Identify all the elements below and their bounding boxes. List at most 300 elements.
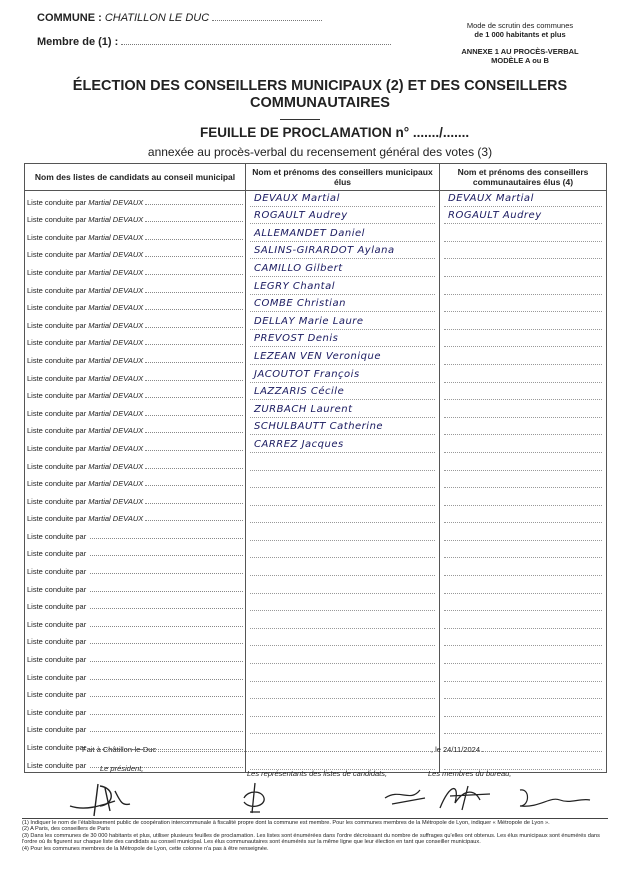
elu-municipal: ALLEMANDET Daniel	[254, 227, 365, 239]
liste-cell	[25, 385, 246, 403]
liste-conduite	[25, 479, 245, 490]
table-row	[25, 261, 607, 279]
row-dotline	[250, 486, 435, 488]
row-dotline	[444, 310, 602, 312]
municipal-cell	[246, 191, 440, 209]
liste-label: Liste conduite par	[27, 267, 87, 277]
row-dotline	[250, 732, 435, 734]
communautaire-cell	[440, 332, 607, 350]
table-row	[25, 648, 607, 666]
liste-conduite	[25, 321, 245, 332]
municipal-cell	[246, 226, 440, 244]
liste-cell	[25, 578, 246, 596]
municipal-cell	[246, 666, 440, 684]
liste-dotfill	[90, 660, 243, 662]
row-dotline	[250, 504, 435, 506]
fait-line	[82, 745, 532, 754]
elu-municipal: SCHULBAUTT Catherine	[254, 421, 384, 433]
liste-dotfill	[145, 343, 243, 345]
communautaire-cell	[440, 666, 607, 684]
liste-conduite	[25, 286, 245, 297]
table-row	[25, 279, 607, 297]
row-dotline	[444, 451, 602, 453]
elu-municipal: DEVAUX Martial	[254, 192, 340, 204]
municipal-cell	[246, 244, 440, 262]
liste-conduite	[25, 444, 245, 455]
liste-conduite	[25, 462, 245, 473]
communautaire-cell	[440, 596, 607, 614]
row-dotline	[444, 627, 602, 629]
row-dotline	[250, 310, 435, 312]
municipal-cell	[246, 385, 440, 403]
communautaire-cell	[440, 701, 607, 719]
row-dotline	[250, 345, 435, 347]
header-listes: Nom des listes de candidats au conseil municipal	[25, 164, 246, 191]
communautaire-cell	[440, 314, 607, 332]
liste-label: Liste conduite par	[27, 655, 87, 665]
liste-conduite	[25, 215, 245, 226]
tete-de-liste: Martial DEVAUX	[88, 443, 144, 453]
liste-dotfill	[90, 625, 243, 627]
row-dotline	[250, 592, 435, 594]
row-dotline	[444, 469, 602, 471]
elu-municipal: LEGRY Chantal	[254, 280, 335, 292]
habitants-note: de 1 000 habitants et plus	[474, 30, 566, 39]
table-row	[25, 314, 607, 332]
communautaire-cell	[440, 297, 607, 315]
communautaire-cell	[440, 385, 607, 403]
row-dotline	[444, 363, 602, 365]
liste-cell	[25, 349, 246, 367]
liste-conduite	[25, 374, 245, 385]
liste-cell	[25, 244, 246, 262]
row-dotline	[444, 732, 602, 734]
table-row	[25, 455, 607, 473]
communautaire-cell	[440, 543, 607, 561]
municipal-cell	[246, 648, 440, 666]
municipal-cell	[246, 209, 440, 227]
row-dotline	[250, 574, 435, 576]
communautaire-cell	[440, 648, 607, 666]
row-dotline	[444, 398, 602, 400]
row-dotline	[444, 556, 602, 558]
table-row	[25, 191, 607, 209]
row-dotline	[250, 627, 435, 629]
table-row	[25, 613, 607, 631]
liste-label: Liste conduite par	[27, 514, 87, 524]
liste-conduite	[25, 268, 245, 279]
liste-dotfill	[145, 502, 243, 504]
liste-dotfill	[145, 291, 243, 293]
membre-label: Membre de (1) :	[37, 36, 119, 48]
president-signature	[60, 776, 150, 821]
date-value: , le 24/11/2024	[430, 745, 480, 754]
table-row	[25, 332, 607, 350]
row-dotline	[250, 222, 435, 224]
liste-conduite	[25, 514, 245, 525]
municipal-cell	[246, 613, 440, 631]
membres-signatures	[380, 778, 610, 818]
row-dotline	[444, 609, 602, 611]
commune-dotfill	[212, 20, 322, 21]
scrutin-note: Mode de scrutin des communes	[466, 21, 574, 30]
footnote-4: (4) Pour les communes membres de la Métropole de Lyon, cette colonne n'a pas à être renseignée.	[22, 845, 269, 852]
table-row	[25, 297, 607, 315]
row-dotline	[444, 504, 602, 506]
communautaire-cell	[440, 508, 607, 526]
communautaire-cell	[440, 261, 607, 279]
liste-label: Liste conduite par	[27, 672, 87, 682]
row-dotline	[250, 644, 435, 646]
liste-conduite	[25, 409, 245, 420]
title-line-2: COMMUNAUTAIRES	[250, 95, 390, 111]
municipal-cell	[246, 332, 440, 350]
communautaire-cell	[440, 244, 607, 262]
liste-conduite	[25, 250, 245, 261]
liste-cell	[25, 508, 246, 526]
liste-cell	[25, 455, 246, 473]
municipal-cell	[246, 543, 440, 561]
liste-dotfill	[145, 484, 243, 486]
communautaire-cell	[440, 349, 607, 367]
liste-cell	[25, 596, 246, 614]
tete-de-liste: Martial DEVAUX	[88, 303, 144, 313]
municipal-cell	[246, 297, 440, 315]
municipal-cell	[246, 596, 440, 614]
tete-de-liste: Martial DEVAUX	[88, 338, 144, 348]
table-row	[25, 385, 607, 403]
elu-municipal: DELLAY Marie Laure	[254, 315, 364, 327]
communautaire-cell	[440, 490, 607, 508]
tete-de-liste: Martial DEVAUX	[88, 373, 144, 383]
liste-conduite	[25, 198, 245, 209]
liste-cell	[25, 297, 246, 315]
elu-municipal: CAMILLO Gilbert	[254, 262, 343, 274]
liste-cell	[25, 490, 246, 508]
tete-de-liste: Martial DEVAUX	[88, 426, 144, 436]
row-dotline	[250, 275, 435, 277]
row-dotline	[444, 345, 602, 347]
row-dotline	[444, 574, 602, 576]
elu-municipal: ROGAULT Audrey	[254, 210, 348, 222]
municipal-cell	[246, 508, 440, 526]
communautaire-cell	[440, 191, 607, 209]
communautaire-cell	[440, 367, 607, 385]
table-row	[25, 701, 607, 719]
row-dotline	[444, 275, 602, 277]
liste-dotfill	[90, 695, 243, 697]
liste-cell	[25, 473, 246, 491]
right-note	[440, 21, 600, 65]
liste-cell	[25, 648, 246, 666]
liste-label: Liste conduite par	[27, 391, 87, 401]
table-row	[25, 226, 607, 244]
municipal-cell	[246, 437, 440, 455]
liste-label: Liste conduite par	[27, 690, 87, 700]
communautaire-cell	[440, 226, 607, 244]
municipal-cell	[246, 402, 440, 420]
communautaire-cell	[440, 437, 607, 455]
liste-label: Liste conduite par	[27, 725, 87, 735]
feuille-title: FEUILLE DE PROCLAMATION n° ......./.......	[200, 125, 470, 140]
liste-label: Liste conduite par	[27, 584, 87, 594]
communautaire-cell	[440, 209, 607, 227]
municipal-cell	[246, 490, 440, 508]
tete-de-liste: Martial DEVAUX	[88, 197, 144, 207]
liste-cell	[25, 666, 246, 684]
row-dotline	[250, 680, 435, 682]
table-row	[25, 349, 607, 367]
liste-cell	[25, 525, 246, 543]
annexe-note: ANNEXE 1 AU PROCÈS-VERBAL	[461, 47, 579, 56]
communautaire-cell	[440, 402, 607, 420]
commune-value: CHATILLON LE DUC	[104, 12, 210, 24]
membre-line	[37, 36, 391, 48]
table-row	[25, 209, 607, 227]
liste-cell	[25, 437, 246, 455]
liste-label: Liste conduite par	[27, 619, 87, 629]
liste-label: Liste conduite par	[27, 760, 87, 770]
row-dotline	[444, 486, 602, 488]
liste-cell	[25, 543, 246, 561]
liste-cell	[25, 402, 246, 420]
liste-label: Liste conduite par	[27, 197, 87, 207]
table-row	[25, 666, 607, 684]
row-dotline	[250, 205, 435, 207]
liste-dotfill	[90, 678, 243, 680]
liste-cell	[25, 279, 246, 297]
liste-dotfill	[145, 255, 243, 257]
table-row	[25, 508, 607, 526]
title-line-1: ÉLECTION DES CONSEILLERS MUNICIPAUX (2) ET DES CONSEILLERS	[72, 78, 568, 94]
communautaire-cell	[440, 719, 607, 737]
tete-de-liste: Martial DEVAUX	[88, 232, 144, 242]
municipal-cell	[246, 631, 440, 649]
table-row	[25, 402, 607, 420]
proclamation-table	[24, 163, 607, 773]
row-dotline	[250, 662, 435, 664]
membres-label: Les membres du bureau,	[428, 769, 512, 778]
liste-conduite	[25, 602, 245, 613]
liste-conduite	[25, 585, 245, 596]
footnote-3: (3) Dans les communes de 30 000 habitants et plus, utiliser plusieurs feuilles de proclamation. Les listes sont énumérées dans l'ordre décroissant du nombre de suffrages qu'elles ont obtenus. Les élus municipaux sont énumérés dans l'ordre où ils figurent sur chaque liste des candidats au conseil municipal. Les élus communautaires sont énumérés sur la même ligne que leur élection en tant que conseiller municipaux.	[22, 832, 600, 846]
row-dotline	[250, 609, 435, 611]
tete-de-liste: Martial DEVAUX	[88, 479, 144, 489]
table-row	[25, 367, 607, 385]
row-dotline	[444, 715, 602, 717]
municipal-cell	[246, 684, 440, 702]
elu-municipal: ZURBACH Laurent	[254, 403, 353, 415]
row-dotline	[250, 451, 435, 453]
liste-label: Liste conduite par	[27, 743, 87, 752]
municipal-cell	[246, 525, 440, 543]
liste-label: Liste conduite par	[27, 215, 87, 225]
communautaire-cell	[440, 631, 607, 649]
liste-dotfill	[90, 607, 243, 609]
row-dotline	[444, 662, 602, 664]
liste-dotfill	[145, 220, 243, 222]
liste-conduite	[25, 497, 245, 508]
row-dotline	[250, 715, 435, 717]
liste-cell	[25, 613, 246, 631]
row-dotline	[250, 697, 435, 699]
representants-label: Les représentants des listes de candidats,	[247, 769, 388, 778]
table-row	[25, 525, 607, 543]
liste-cell	[25, 332, 246, 350]
liste-conduite	[25, 303, 245, 314]
commune-line	[37, 12, 322, 24]
tete-de-liste: Martial DEVAUX	[88, 461, 144, 471]
row-dotline	[444, 222, 602, 224]
elu-communautaire: DEVAUX Martial	[448, 192, 534, 204]
liste-dotfill	[90, 572, 243, 574]
modele-note: MODÈLE A ou B	[491, 56, 549, 65]
row-dotline	[444, 521, 602, 523]
elu-municipal: LEZEAN VEN Veronique	[254, 350, 381, 362]
table-row	[25, 473, 607, 491]
page-title	[60, 78, 580, 112]
row-dotline	[444, 433, 602, 435]
footnote-1: (1) Indiquer le nom de l'établissement public de coopération intercommunale à fiscalité propre dont la commune est membre. Pour les communes membres de la Métropole de Lyon, indiquer « Métropole de Lyon ».	[22, 820, 550, 826]
table-row	[25, 437, 607, 455]
liste-label: Liste conduite par	[27, 549, 87, 559]
liste-label: Liste conduite par	[27, 408, 87, 418]
communautaire-cell	[440, 455, 607, 473]
municipal-cell	[246, 701, 440, 719]
liste-cell	[25, 701, 246, 719]
liste-dotfill	[90, 730, 243, 732]
elu-municipal: CARREZ Jacques	[254, 438, 344, 450]
membre-dotfill	[121, 44, 391, 45]
tete-de-liste: Martial DEVAUX	[88, 408, 144, 418]
liste-conduite	[25, 708, 245, 719]
tete-de-liste: Martial DEVAUX	[88, 355, 144, 365]
representant-signature	[230, 778, 280, 818]
tete-de-liste: Martial DEVAUX	[88, 496, 144, 506]
table-row	[25, 420, 607, 438]
liste-conduite	[25, 673, 245, 684]
footnote-divider	[22, 818, 608, 819]
liste-label: Liste conduite par	[27, 602, 87, 612]
tete-de-liste: Martial DEVAUX	[88, 391, 144, 401]
municipal-cell	[246, 719, 440, 737]
liste-dotfill	[90, 537, 243, 539]
liste-cell	[25, 191, 246, 209]
liste-dotfill	[145, 414, 243, 416]
elu-municipal: JACOUTOT François	[254, 368, 360, 380]
tete-de-liste: Martial DEVAUX	[88, 267, 144, 277]
row-dotline	[444, 205, 602, 207]
tete-de-liste: Martial DEVAUX	[88, 514, 144, 524]
tete-de-liste: Martial DEVAUX	[88, 215, 144, 225]
liste-label: Liste conduite par	[27, 426, 87, 436]
liste-label: Liste conduite par	[27, 567, 87, 577]
fait-dotfill	[158, 751, 429, 752]
table-row	[25, 490, 607, 508]
liste-conduite	[25, 725, 245, 736]
liste-label: Liste conduite par	[27, 250, 87, 260]
communautaire-cell	[440, 560, 607, 578]
liste-label: Liste conduite par	[27, 531, 87, 541]
fait-a: Fait à Châtillon-le-Duc	[82, 745, 157, 754]
tete-de-liste: Martial DEVAUX	[88, 285, 144, 295]
liste-label: Liste conduite par	[27, 479, 87, 489]
row-dotline	[250, 293, 435, 295]
table-row	[25, 596, 607, 614]
table-row	[25, 719, 607, 737]
row-dotline	[444, 328, 602, 330]
liste-conduite	[25, 549, 245, 560]
liste-dotfill	[145, 519, 243, 521]
tete-de-liste: Martial DEVAUX	[88, 320, 144, 330]
row-dotline	[444, 644, 602, 646]
liste-conduite	[25, 567, 245, 578]
footnotes	[22, 820, 608, 852]
header-municipaux: Nom et prénoms des conseillers municipaux élus	[246, 164, 440, 191]
liste-label: Liste conduite par	[27, 443, 87, 453]
liste-cell	[25, 719, 246, 737]
liste-cell	[25, 560, 246, 578]
row-dotline	[444, 416, 602, 418]
liste-conduite	[25, 391, 245, 402]
liste-dotfill	[145, 379, 243, 381]
row-dotline	[444, 680, 602, 682]
title-divider	[280, 119, 320, 120]
row-dotline	[250, 433, 435, 435]
liste-dotfill	[145, 273, 243, 275]
municipal-cell	[246, 473, 440, 491]
liste-conduite	[25, 338, 245, 349]
row-dotline	[444, 257, 602, 259]
row-dotline	[444, 293, 602, 295]
liste-cell	[25, 367, 246, 385]
annexee-line: annexée au procès-verbal du recensement général des votes (3)	[147, 145, 493, 159]
liste-label: Liste conduite par	[27, 338, 87, 348]
liste-conduite	[25, 426, 245, 437]
liste-cell	[25, 314, 246, 332]
table-row	[25, 244, 607, 262]
liste-dotfill	[145, 361, 243, 363]
municipal-cell	[246, 261, 440, 279]
elu-municipal: SALINS-GIRARDOT Aylana	[254, 245, 395, 257]
row-dotline	[250, 240, 435, 242]
liste-dotfill	[145, 308, 243, 310]
liste-cell	[25, 420, 246, 438]
row-dotline	[444, 539, 602, 541]
elu-municipal: COMBE Christian	[254, 298, 346, 310]
elu-communautaire: ROGAULT Audrey	[448, 210, 542, 222]
liste-dotfill	[145, 449, 243, 451]
liste-label: Liste conduite par	[27, 496, 87, 506]
communautaire-cell	[440, 420, 607, 438]
liste-conduite	[25, 690, 245, 701]
header-communautaires: Nom et prénoms des conseillers communautaires élus (4)	[440, 164, 607, 191]
table-header-row	[25, 164, 607, 191]
liste-dotfill	[90, 554, 243, 556]
municipal-cell	[246, 560, 440, 578]
liste-conduite	[25, 233, 245, 244]
row-dotline	[250, 381, 435, 383]
liste-conduite	[25, 532, 245, 543]
president-label: Le président,	[100, 764, 144, 773]
row-dotline	[250, 539, 435, 541]
row-dotline	[250, 556, 435, 558]
row-dotline	[444, 697, 602, 699]
table-row	[25, 684, 607, 702]
row-dotline	[250, 469, 435, 471]
liste-cell	[25, 684, 246, 702]
liste-dotfill	[145, 467, 243, 469]
